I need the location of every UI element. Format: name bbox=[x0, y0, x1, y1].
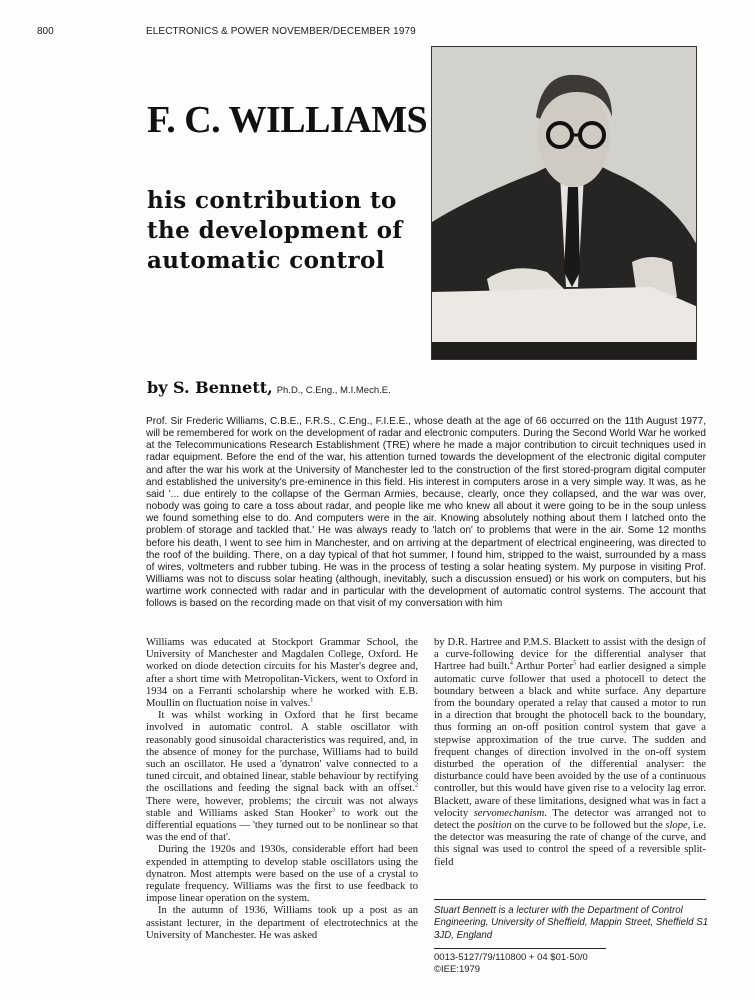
subtitle-line: the development of bbox=[147, 217, 403, 244]
subtitle-line: his contribution to bbox=[147, 187, 397, 214]
emphasis: position bbox=[477, 820, 512, 832]
paragraph-text: by D.R. Hartree and P.M.S. Blackett to assist with the design of a curve-following device for the differential analyser that Hartree had built. bbox=[434, 637, 706, 673]
divider-rule bbox=[434, 948, 606, 949]
article-code: 0013-5127/79/110800 + 04 $01·50/0 bbox=[434, 952, 588, 963]
footnote-ref: 1 bbox=[310, 697, 314, 704]
byline bbox=[147, 378, 391, 398]
copyright-code bbox=[434, 952, 588, 975]
paragraph-text: to work out the differential equations — 'they turned out to be nonlinear so that was the end of that'. bbox=[146, 807, 418, 844]
paragraph-text: . The detector was arranged not to detect the bbox=[434, 807, 706, 832]
footnote-ref: 5 bbox=[573, 660, 577, 667]
emphasis: servomechanism bbox=[473, 807, 545, 819]
paragraph-text: , i.e. the detector was measuring the rate of change of the curve, and this signal was used to control the speed of a reversible split-field bbox=[434, 820, 706, 868]
paragraph-text: It was whilst working in Oxford that he first became involved in automatic control. A stable oscillator with reasonably good sinusoidal characteristics was required, and, in the absence of money for the purchase, Williams had to build such an oscillator. He used a 'dynatron' valve connected to a tuned circuit, and obtained linear, stable behaviour by rectifying the oscillations and feeding the signal back with an offset. bbox=[146, 710, 418, 795]
paragraph-text: Arthur Porter bbox=[512, 661, 574, 673]
body-paragraph: During the 1920s and 1930s, considerable effort had been expended in attempting to develop stable oscillators using the dynatron. Most attempts were based on the use of a crystal to regulate frequency. Williams was the first to use feedback to impose linear operation on the system. bbox=[146, 844, 418, 905]
paragraph-text: There were, however, problems; the circuit was not always stable and Williams asked Stan Hooker bbox=[146, 795, 418, 819]
body-paragraph bbox=[146, 637, 418, 710]
footnote-ref: 2 bbox=[415, 782, 418, 789]
footnote-ref: 4 bbox=[509, 660, 513, 667]
page-number: 800 bbox=[37, 26, 54, 37]
body-paragraph bbox=[146, 710, 418, 844]
intro-paragraph: Prof. Sir Frederic Williams, C.B.E., F.R.S., C.Eng., F.I.E.E., whose death at the age of 66 occurred on the 11th August 1977, will be remembered for work on the development of radar and electronic computers. During the Second World War he worked at the Telecommunications Research Establishment (TRE) where he made a major contribution to circuit techniques used in radar equipment. Before the end of the war, his attention turned towards the development of the electronic digital computer and after the war his work at the University of Manchester led to the construction of the first stored-program digital computer and established the university's pre-eminence in this field. His interest in computers arose in a very simple way. It was, as he said '... due entirely to the collapse of the German Armies, because, clearly, once they collapsed, and the war was over, nobody was going to care a toss about radar, and people like me who knew all about it were going to be in the soup unless we found something else to do. And computers were in the air. Knowing absolutely nothing about them I latched onto the problem of storage and tackled that.' He was always ready to 'latch on' to problems that were in the air. Some 12 months before his death, I went to see him in Manchester, and on arriving at the department of electrical engineering, was directed to the roof of the building. There, on a day typical of that hot summer, I found him, stripped to the waist, surrounded by a mass of wires, voltmeters and rubber tubing. He was in the process of testing a solar heating system. My purpose in visiting Prof. Williams was not to discuss solar heating (although, inevitably, such a discussion ensued) or his work on computers, but his wartime work connected with radar and in particular with the development of automatic control systems. The account that follows is based on the recording made on that visit of my conversation with him bbox=[146, 416, 706, 610]
article-title: F. C. WILLIAMS bbox=[147, 99, 428, 141]
paragraph-text: on the curve to be followed but the bbox=[511, 820, 666, 832]
divider-rule bbox=[434, 899, 706, 900]
paragraph-text: had earlier designed a simple automatic curve follower that used a photocell to detect the boundary between a black and white surface. Any departure from the boundary operated a relay that caused a motor to run in a direction that brought the photocell back to the boundary, thus forming an on-off position control system that gave a stepwise approximation of the true curve. The sudden and frequent changes of direction involved in the on-off system disturbed the operation of the differential analyser: the disturbance could have been avoided by the use of a continuous controller, but this would have given rise to a velocity lag error. Blackett, aware of these limitations, designed what was in fact a velocity bbox=[434, 661, 706, 819]
article-subtitle bbox=[147, 186, 403, 276]
author-name: by S. Bennett, bbox=[147, 378, 273, 397]
portrait-photo bbox=[431, 46, 697, 360]
body-column-left bbox=[146, 637, 418, 942]
footnote-ref: 3 bbox=[332, 807, 336, 814]
journal-header: ELECTRONICS & POWER NOVEMBER/DECEMBER 1979 bbox=[146, 26, 416, 37]
subtitle-line: automatic control bbox=[147, 247, 385, 274]
author-note: Stuart Bennett is a lecturer with the Department of Control Engineering, University of Sheffield, Mappin Street, Sheffield S1 3JD, England bbox=[434, 905, 709, 941]
body-paragraph: In the autumn of 1936, Williams took up a post as an assistant lecturer, in the department of electrotechnics at the University of Manchester. He was asked bbox=[146, 905, 418, 941]
emphasis: slope bbox=[665, 820, 688, 832]
author-credentials: Ph.D., C.Eng., M.I.Mech.E. bbox=[276, 385, 391, 396]
paragraph-text: Williams was educated at Stockport Grammar School, the University of Manchester and Magdalen College, Oxford. He worked on diode detection circuits for his Master's degree and, after a short time with Metropolitan-Vickers, went to Oxford in 1934 on a Ferranti scholarship where he worked with E.B. Moullin on fluctuation noise in valves. bbox=[146, 637, 418, 710]
portrait-illustration bbox=[432, 47, 697, 360]
body-column-right bbox=[434, 637, 706, 869]
body-paragraph bbox=[434, 637, 706, 869]
copyright: ©IEE:1979 bbox=[434, 963, 481, 975]
